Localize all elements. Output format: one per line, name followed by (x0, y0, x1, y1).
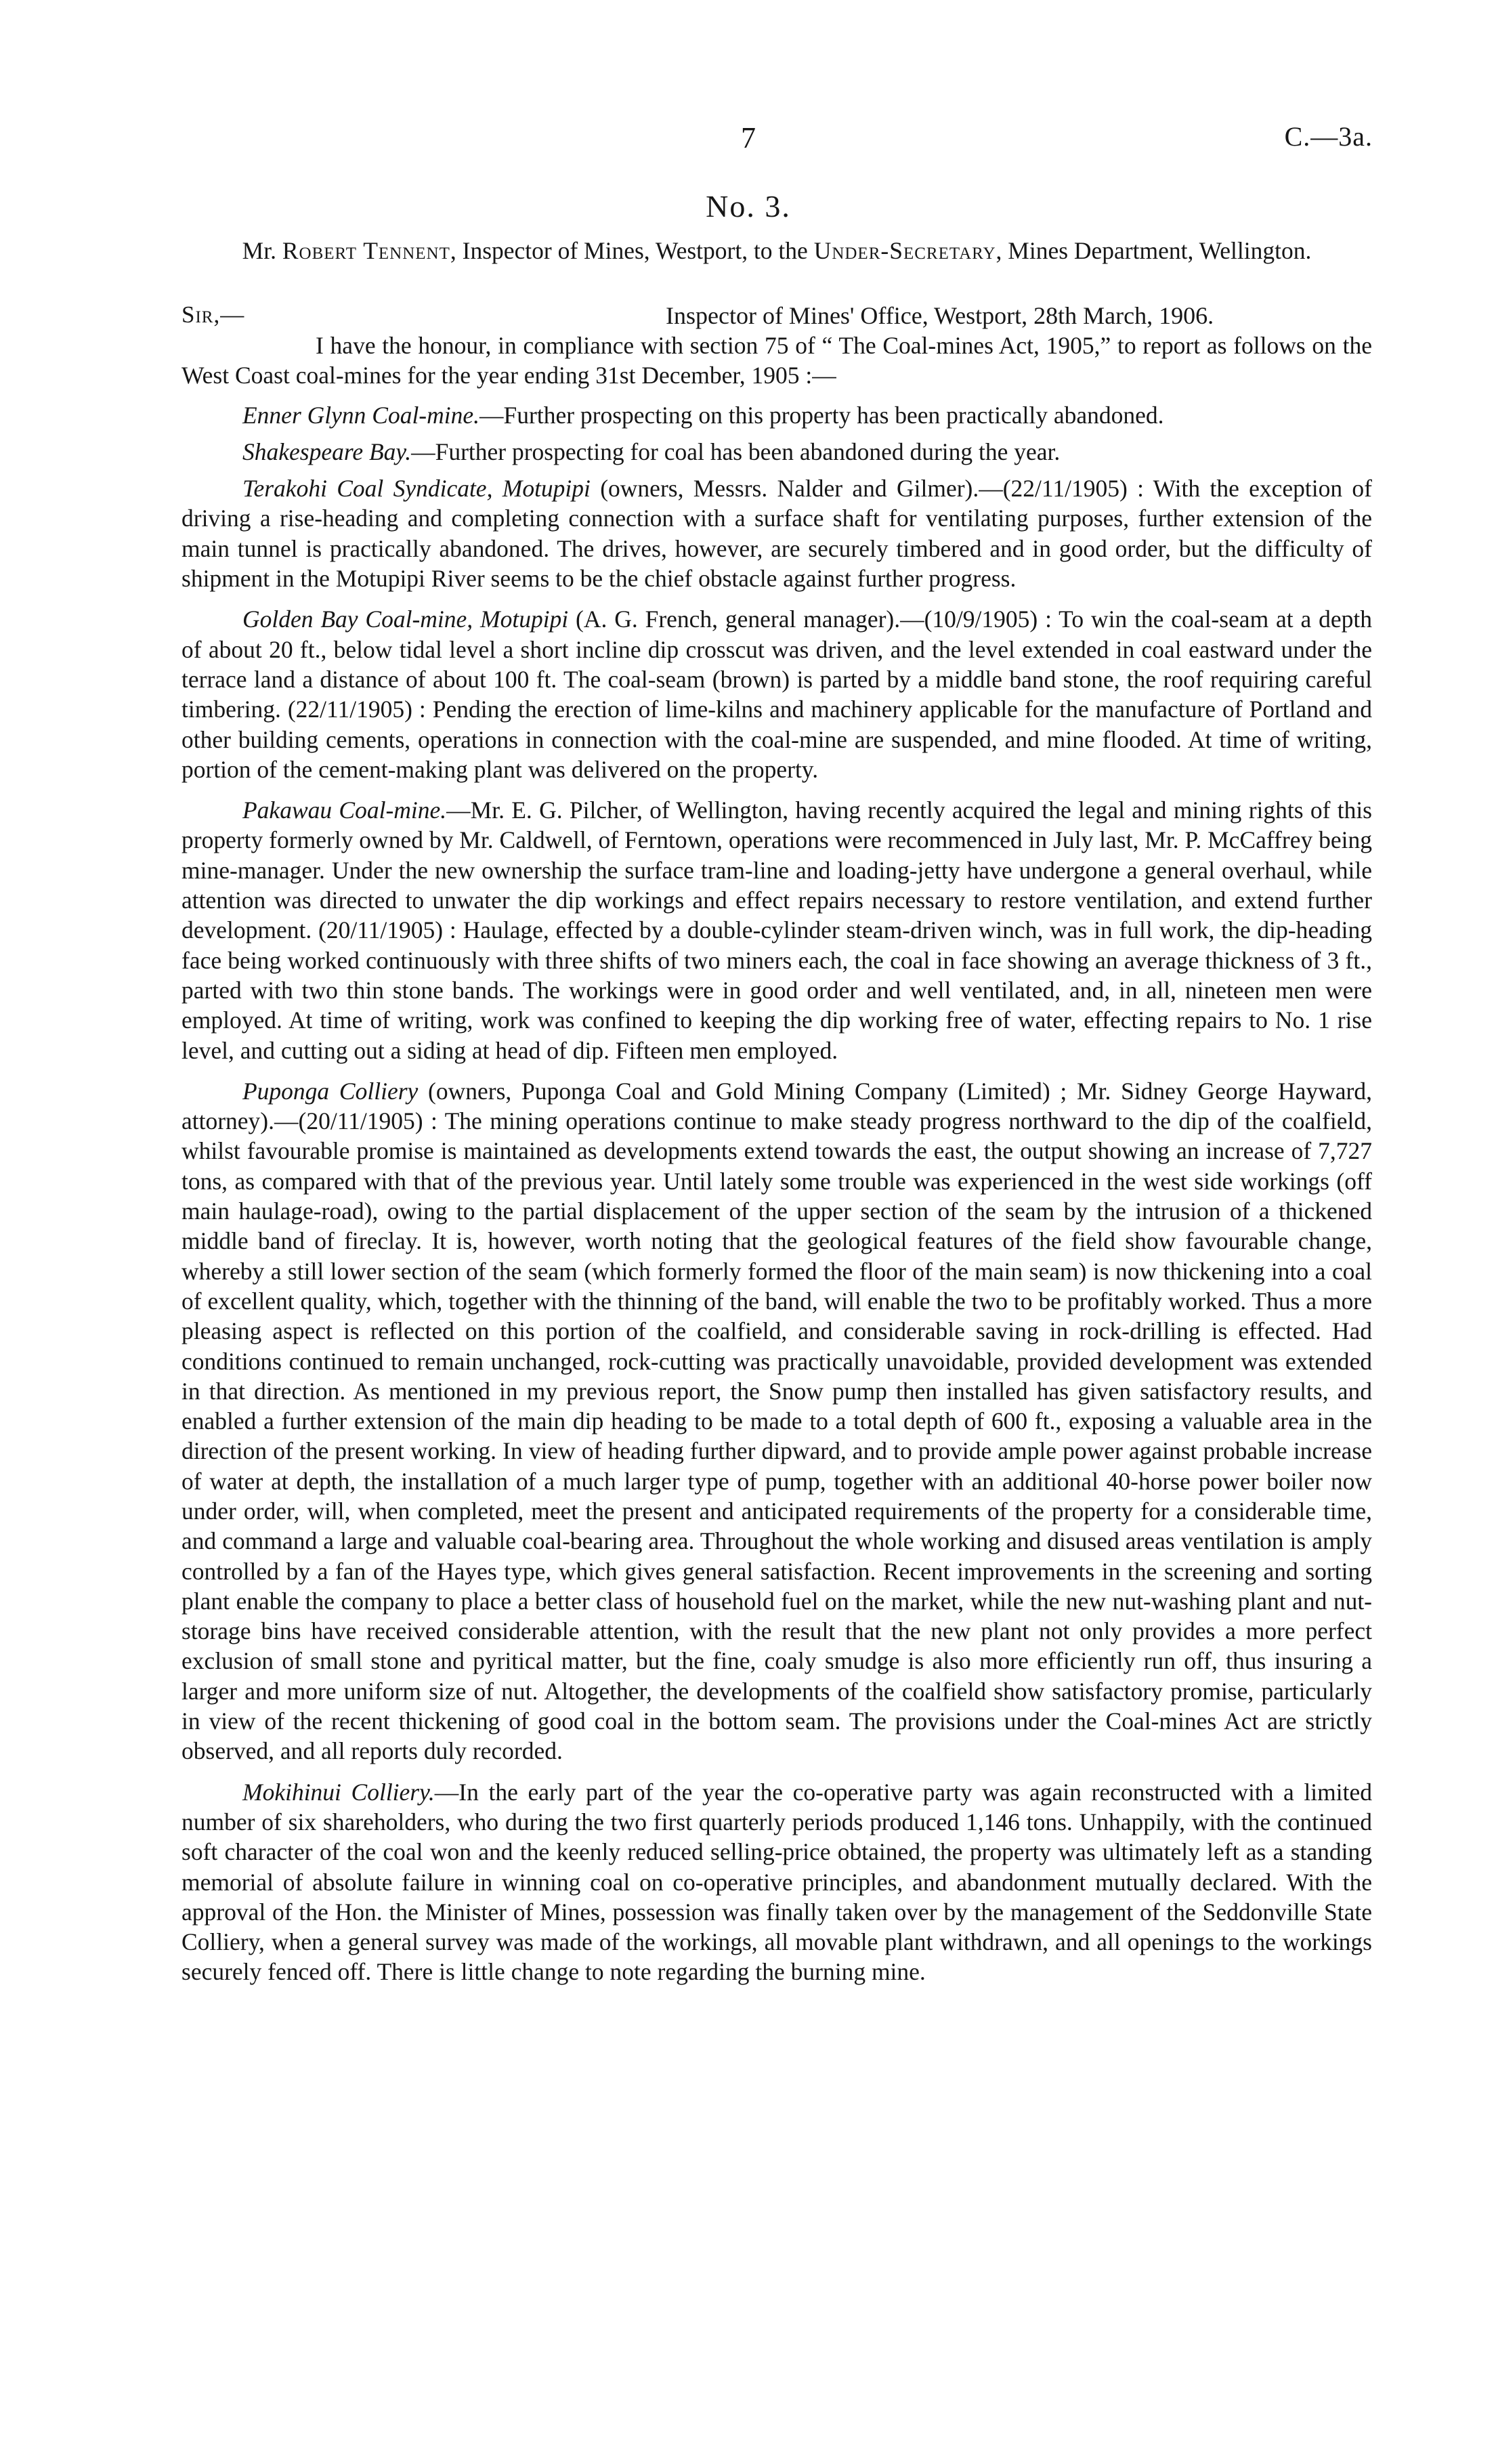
sender-name: Robert Tennent (282, 237, 450, 264)
heading-prefix: Mr. (242, 237, 276, 264)
sender-detail: , Inspector of Mines, Westport, to the (450, 237, 808, 264)
section-title: Puponga Colliery (242, 1077, 419, 1105)
section-enner-glynn (181, 400, 1372, 430)
salutation: Sir,— (181, 301, 245, 328)
section-text: —Further prospecting for coal has been abandoned during the year. (411, 438, 1061, 465)
page-number: 7 (741, 121, 756, 154)
letter-heading (181, 236, 1372, 266)
section-text: —In the early part of the year the co-operative party was again reconstructed with a limited number of six shareholders, who during the two first quarterly periods produced 1,146 tons. Unhappily, with the continued soft character of the coal won and the keenly reduced selling-price obtained, the property was ultimately left as a standing memorial of absolute failure in winning coal on co-operative principles, and abandonment mutually declared. With the approval of the Hon. the Minister of Mines, possession was finally taken over by the management of the Seddonville State Colliery, when a general survey was made of the workings, all movable plant withdrawn, and all openings to the workings securely fenced off. There is little change to note regarding the burning mine. (181, 1778, 1372, 1986)
section-text: (owners, Messrs. Nalder and Gilmer).—(22/11/1905) : With the exception of driving a rise-heading and completing connection with a surface shaft for ventilating purposes, further extension of the main tunnel is practically abandoned. The drives, however, are securely timbered and in good order, but the difficulty of shipment in the Motupipi River seems to be the chief obstacle against further progress. (181, 475, 1373, 593)
place-and-date: Inspector of Mines' Office, Westport, 28th March, 1906. (666, 302, 1214, 329)
letter-body (181, 331, 1372, 1998)
section-text: —Further prospecting on this property has been practically abandoned. (479, 401, 1164, 429)
section-title: Pakawau Coal-mine. (242, 796, 447, 824)
section-mokihinui (181, 1777, 1372, 1987)
section-text: —Mr. E. G. Pilcher, of Wellington, having recently acquired the legal and mining rights of this property formerly owned by Mr. Caldwell, of Ferntown, operations were recommenced in July last, Mr. P. McCaffrey being mine-manager. Under the new ownership the surface tram-line and loading-jetty have undergone a general overhaul, while attention was directed to unwater the dip workings and effect repairs necessary to restore ventilation, and extend further development. (20/11/1905) : Haulage, effected by a double-cylinder steam-driven winch, was in full work, the dip-heading face being worked continuously with three shifts of two miners each, the coal in face showing an average thickness of 3 ft., parted with two thin stone bands. The workings were in good order and well ventilated, and, in all, nineteen men were employed. At time of writing, work was confined to keeping the dip working free of water, effecting repairs to No. 1 rise level, and cutting out a siding at head of dip. Fifteen men employed. (181, 796, 1372, 1064)
section-title: Terakohi Coal Syndicate, Motupipi (242, 475, 591, 503)
recipient-name: Under-Secretary (813, 237, 996, 264)
section-terakohi (181, 473, 1372, 593)
section-shakespeare-bay (181, 437, 1372, 467)
section-text: (A. G. French, general manager).—(10/9/1905) : To win the coal-seam at a depth of about 20 ft., below tidal level a short incline dip crosscut was driven, and the level extended in coal eastward under the terrace land a distance of about 100 ft. The coal-seam (brown) is parted by a middle band stone, the roof requiring careful timbering. (22/11/1905) : Pending the erection of lime-kilns and machinery applicable for the manufacture of Portland and other building cements, operations in connection with the coal-mine are suspended, and mine flooded. At time of writing, portion of the cement-making plant was delivered on the property. (181, 606, 1372, 783)
section-golden-bay (181, 604, 1372, 784)
section-title: Golden Bay Coal-mine, Motupipi (242, 606, 569, 633)
section-title: Shakespeare Bay. (242, 438, 412, 465)
recipient-detail: , Mines Department, Wellington. (996, 237, 1312, 264)
section-text: (owners, Puponga Coal and Gold Mining Company (Limited) ; Mr. Sidney George Hayward, attorney).—(20/11/1905) : The mining operations continue to make steady progress northward to the dip of the coalfield, whilst favourable promise is maintained as developments extend towards the east, the output showing an increase of 7,727 tons, as compared with that of the previous year. Until lately some trouble was experienced in the west side workings (off main haulage-road), owing to the partial displacement of the upper section of the seam by the intrusion of a thickened middle band of fireclay. It is, however, worth noting that the geological features of the field show favourable change, whereby a still lower section of the seam (which formerly formed the floor of the main seam) is now thickening into a coal of excellent quality, which, together with the thinning of the band, will enable the two to be profitably worked. Thus a more pleasing aspect is reflected on this portion of the coalfield, and considerable saving in rock-drilling is effected. Had conditions continued to remain unchanged, rock-cutting was practically unavoidable, provided development was extended in that direction. As mentioned in my previous report, the Snow pump then installed has given satisfactory results, and enabled a further extension of the main dip heading to be made to a total depth of 600 ft., exposing a valuable area in the direction of the present working. In view of heading further dipward, and to provide ample power against probable increase of water at depth, the installation of a much larger type of pump, together with an additional 40-horse power boiler now under order, will, when completed, meet the present and anticipated requirements of the property for a considerable time, and command a large and valuable coal-bearing area. Throughout the whole working and disused areas ventilation is amply controlled by a fan of the Hayes type, which gives general satisfaction. Recent improvements in the screening and sorting plant enable the company to place a better class of household fuel on the market, while the new nut-washing plant and nut-storage bins have received considerable attention, with the result that the new plant not only provides a more perfect exclusion of small stone and pyritical matter, but the fine, coaly smudge is also more efficiently run off, thus insuring a larger and more uniform size of nut. Altogether, the developments of the coalfield show satisfactory promise, particularly in view of the recent thickening of good coal in the bottom seam. The provisions under the Coal-mines Act are strictly observed, and all reports duly recorded. (181, 1077, 1372, 1765)
section-title: Mokihinui Colliery. (242, 1778, 435, 1806)
section-pakawau (181, 795, 1372, 1065)
section-puponga (181, 1076, 1372, 1766)
document-reference: C.—3a. (1284, 121, 1373, 152)
letter-number: No. 3. (706, 189, 791, 224)
section-title: Enner Glynn Coal-mine. (242, 401, 480, 429)
intro-paragraph: I have the honour, in compliance with section 75 of “ The Coal-mines Act, 1905,” to report as follows on the West Coast coal-mines for the year ending 31st December, 1905 :— (181, 332, 1372, 389)
